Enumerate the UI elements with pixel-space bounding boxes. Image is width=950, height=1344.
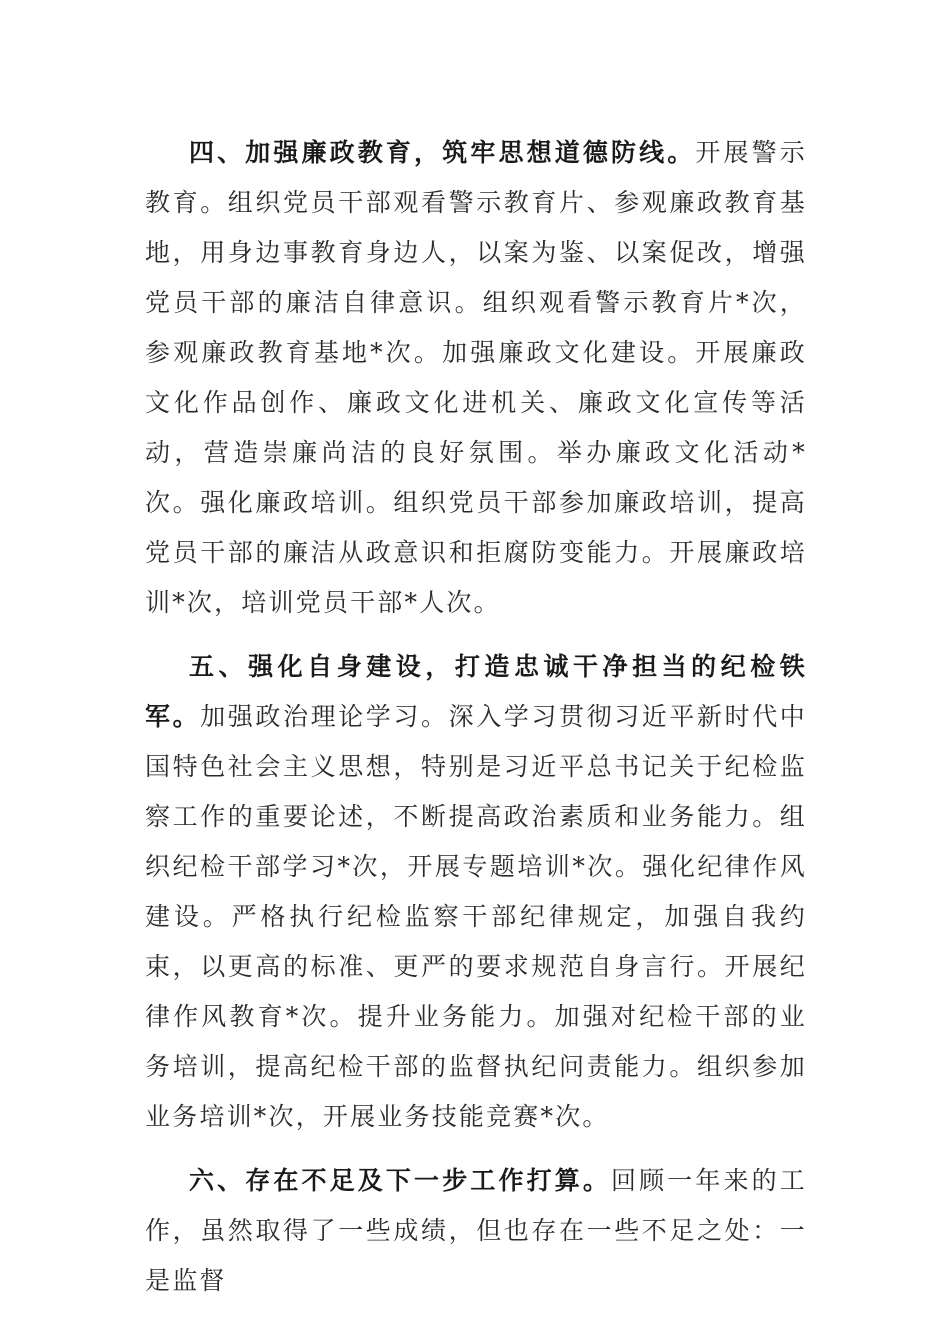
paragraph-text: 加强政治理论学习。深入学习贯彻习近平新时代中国特色社会主义思想，特别是习近平总书记关于纪检监察工作的重要论述，不断提高政治素质和业务能力。组织纪检干部学习*次，开展专题培训*次。强化纪律作风建设。严格执行纪检监察干部纪律规定，加强自我约束，以更高的标准、更严的要求规范自身言行。开展纪律作风教育*次。提升业务能力。加强对纪检干部的业务培训，提高纪检干部的监督执纪问责能力。组织参加业务培训*次，开展业务技能竞赛*次。 — [145, 702, 807, 1131]
paragraph-section-4 — [145, 128, 807, 628]
paragraph-section-5 — [145, 642, 807, 1142]
paragraph-text: 回顾一年来的工作，虽然取得了一些成绩，但也存在一些不足之处：一是监督 — [145, 1166, 807, 1295]
paragraph-section-6 — [145, 1156, 807, 1306]
section-heading: 六、存在不足及下一步工作打算。 — [189, 1166, 611, 1195]
section-heading: 四、加强廉政教育，筑牢思想道德防线。 — [189, 138, 696, 167]
document-body — [145, 128, 807, 1320]
paragraph-text: 开展警示教育。组织党员干部观看警示教育片、参观廉政教育基地，用身边事教育身边人，以案为鉴、以案促改，增强党员干部的廉洁自律意识。组织观看警示教育片*次，参观廉政教育基地*次。加强廉政文化建设。开展廉政文化作品创作、廉政文化进机关、廉政文化宣传等活动，营造崇廉尚洁的良好氛围。举办廉政文化活动*次。强化廉政培训。组织党员干部参加廉政培训，提高党员干部的廉洁从政意识和拒腐防变能力。开展廉政培训*次，培训党员干部*人次。 — [145, 138, 807, 617]
section-heading: 五、强化自身建设，打造忠诚干净担当的纪检铁军。 — [145, 652, 807, 731]
